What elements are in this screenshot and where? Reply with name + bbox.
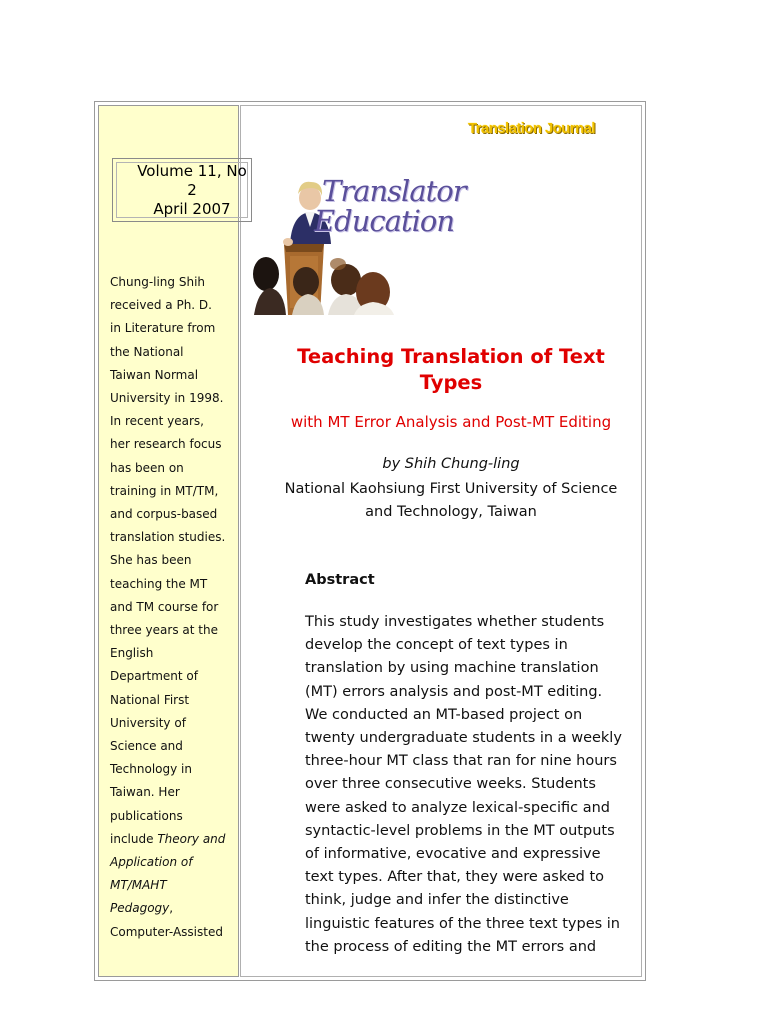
- bio-line: In recent years,: [110, 414, 204, 429]
- bio-line: She has been: [110, 553, 192, 568]
- bio-line: publications: [110, 808, 183, 823]
- affiliation-line-2: and Technology, Taiwan: [365, 504, 537, 520]
- bio-publication-title: Theory and: [157, 831, 226, 846]
- bio-line: Chung-ling Shih: [110, 275, 206, 289]
- translation-journal-logo[interactable]: Translation Journal: [468, 120, 595, 137]
- article-title-line-1: Teaching Translation of Text: [297, 345, 605, 368]
- issue-number: 2: [187, 181, 197, 199]
- author-byline: by Shih Chung-ling: [382, 456, 520, 472]
- abstract-line: were asked to analyze lexical-specific and: [305, 799, 610, 816]
- author-affiliation: [244, 478, 658, 524]
- abstract-line: of informative, evocative and expressive: [305, 846, 601, 863]
- bio-publication-title: Application of: [110, 855, 193, 870]
- bio-comma: ,: [169, 901, 174, 916]
- bio-line: Taiwan Normal: [110, 367, 199, 382]
- bio-publication-title: Pedagogy: [110, 901, 170, 916]
- bio-line: [110, 851, 235, 874]
- volume-number: Volume 11, No: [137, 162, 247, 180]
- abstract-line: the process of editing the MT errors and: [305, 938, 597, 955]
- bio-line: translation studies.: [110, 530, 226, 545]
- bio-line: has been on: [110, 460, 184, 475]
- bio-line: [110, 897, 235, 920]
- bio-line: in Literature from: [110, 321, 216, 336]
- bio-line: Computer-Assisted: [110, 924, 223, 939]
- bio-line: Department of: [110, 669, 198, 684]
- abstract-line: develop the concept of text types in: [305, 637, 568, 654]
- hero-title-education: Education: [314, 204, 455, 238]
- article-subtitle: with MT Error Analysis and Post-MT Editing: [290, 413, 612, 431]
- abstract-line: three-hour MT class that ran for nine hours: [305, 753, 617, 770]
- abstract-line: over three consecutive weeks. Students: [305, 776, 596, 793]
- translator-education-banner: [254, 172, 466, 315]
- bio-line: University in 1998.: [110, 391, 224, 406]
- bio-line: training in MT/TM,: [110, 483, 219, 498]
- bio-line: English: [110, 646, 154, 661]
- author-bio: [110, 271, 235, 944]
- abstract-line: linguistic features of the three text types in: [305, 915, 620, 932]
- bio-line: three years at the: [110, 623, 218, 638]
- abstract-line: We conducted an MT-based project on: [305, 706, 583, 723]
- bio-line: University of: [110, 715, 186, 730]
- article-title: [244, 344, 658, 396]
- bio-line: Technology in: [110, 762, 192, 777]
- bio-line: Science and: [110, 739, 183, 754]
- abstract-line: translation by using machine translation: [305, 660, 599, 677]
- bio-line: [110, 828, 235, 851]
- bio-line: received a Ph. D.: [110, 298, 212, 313]
- abstract-text: [305, 611, 650, 959]
- bio-line: and TM course for: [110, 599, 219, 614]
- article-title-line-2: Types: [419, 371, 483, 394]
- bio-line: National First: [110, 692, 190, 707]
- bio-line: [110, 874, 235, 897]
- abstract-line: twenty undergraduate students in a weekly: [305, 730, 622, 747]
- abstract-line: This study investigates whether students: [305, 614, 605, 630]
- abstract-line: think, judge and infer the distinctive: [305, 892, 569, 909]
- abstract-line: (MT) errors analysis and post-MT editing.: [305, 683, 603, 700]
- volume-info: [118, 162, 266, 219]
- hero-title-translator: Translator: [322, 174, 466, 208]
- abstract-line: syntactic-level problems in the MT outputs: [305, 822, 615, 839]
- bio-publication-title: MT/MAHT: [110, 878, 167, 893]
- bio-line: Taiwan. Her: [110, 785, 180, 800]
- bio-line: teaching the MT: [110, 576, 208, 591]
- issue-date: April 2007: [153, 200, 231, 218]
- bio-line: the National: [110, 344, 184, 359]
- affiliation-line-1: National Kaohsiung First University of Science: [284, 481, 618, 497]
- bio-line: and corpus-based: [110, 507, 218, 522]
- abstract-heading: Abstract: [305, 572, 375, 588]
- bio-line: her research focus: [110, 437, 222, 452]
- bio-include-word: include: [110, 831, 154, 846]
- abstract-line: text types. After that, they were asked to: [305, 869, 605, 886]
